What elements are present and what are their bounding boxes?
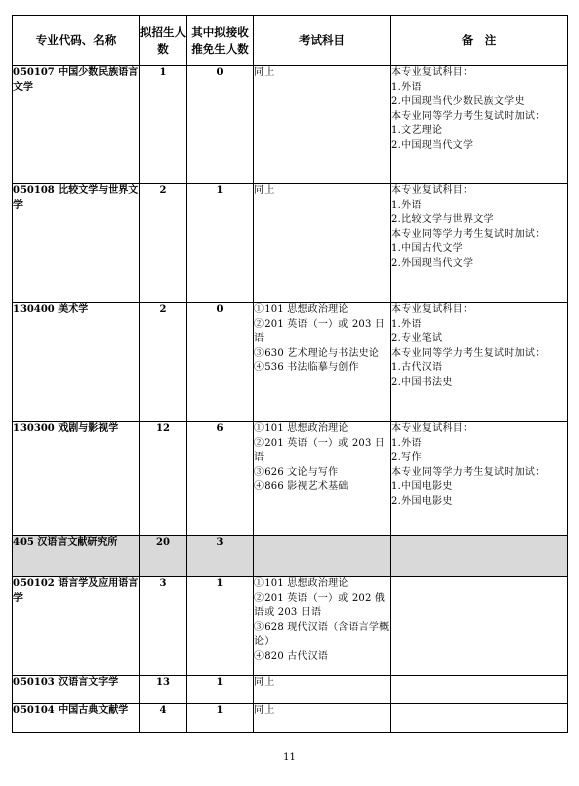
exam-subjects xyxy=(254,577,391,676)
note-line: 本专业复试科目： xyxy=(391,185,474,196)
note-line: 2.中国书法史 xyxy=(391,376,453,388)
enroll-count: 13 xyxy=(140,676,187,704)
exam-subjects xyxy=(254,704,391,733)
exam-subjects xyxy=(254,676,391,704)
exam-subject-line: ①101 思想政治理论 xyxy=(254,423,349,434)
notes-cell xyxy=(391,577,568,676)
note-line: 2.写作 xyxy=(391,452,422,464)
exam-subjects xyxy=(254,303,391,422)
note-line: 1.古代汉语 xyxy=(391,362,443,374)
notes-cell xyxy=(391,422,568,536)
table-row xyxy=(13,704,568,733)
table-body xyxy=(13,66,568,733)
exam-subject-line: 同上 xyxy=(254,67,275,78)
notes-cell xyxy=(391,303,568,422)
exam-subject-line: 同上 xyxy=(254,705,275,716)
exam-subject-line: ②201 英语（一）或 203 日语 xyxy=(254,318,386,345)
note-line: 本专业复试科目： xyxy=(391,304,474,315)
notes-cell xyxy=(391,184,568,303)
note-line: 本专业复试科目： xyxy=(391,423,474,434)
exam-subject-line: ①101 思想政治理论 xyxy=(254,578,349,589)
exam-subjects xyxy=(254,422,391,536)
exam-subjects xyxy=(254,536,391,577)
exam-subject-line: ③630 艺术理论与书法史论 xyxy=(254,347,380,359)
notes-cell xyxy=(391,66,568,184)
note-line: 1.外语 xyxy=(391,199,422,211)
notes-cell xyxy=(391,704,568,733)
program-name: 050102 语言学及应用语言学 xyxy=(13,577,140,676)
table-row xyxy=(13,577,568,676)
note-line: 2.中国现当代少数民族文学史 xyxy=(391,96,525,108)
exam-subject-line: ②201 英语（一）或 202 俄语或 203 日语 xyxy=(254,592,386,619)
header-enroll: 拟招生人数 xyxy=(140,16,187,66)
exam-subject-line: ④820 古代汉语 xyxy=(254,650,329,662)
table-row xyxy=(13,184,568,303)
exempt-count: 3 xyxy=(187,536,254,577)
exempt-count: 1 xyxy=(187,676,254,704)
enroll-count: 2 xyxy=(140,303,187,422)
note-line: 2.外国现当代文学 xyxy=(391,257,474,269)
exam-subjects xyxy=(254,66,391,184)
note-line: 1.中国古代文学 xyxy=(391,243,463,255)
exam-subject-line: ③626 文论与写作 xyxy=(254,466,339,478)
exempt-count: 0 xyxy=(187,66,254,184)
note-line: 2.专业笔试 xyxy=(391,333,443,345)
program-name: 050108 比较文学与世界文学 xyxy=(13,184,140,303)
table-row xyxy=(13,422,568,536)
exam-subject-line: 同上 xyxy=(254,677,275,688)
enrollment-table xyxy=(12,15,568,733)
table-row xyxy=(13,66,568,184)
note-line: 2.比较文学与世界文学 xyxy=(391,214,494,226)
note-line: 本专业同等学力考生复试时加试： xyxy=(391,228,546,240)
note-line: 1.外语 xyxy=(391,318,422,330)
exam-subject-line: ③628 现代汉语（含语言学概论） xyxy=(254,621,390,648)
note-line: 2.外国电影史 xyxy=(391,495,453,507)
header-program: 专业代码、名称 xyxy=(13,16,140,66)
exempt-count: 1 xyxy=(187,184,254,303)
program-name: 130300 戏剧与影视学 xyxy=(13,422,140,536)
page-number: 11 xyxy=(283,752,296,763)
header-notes: 备 注 xyxy=(391,16,568,66)
exam-subject-line: ④536 书法临摹与创作 xyxy=(254,362,359,374)
enroll-count: 3 xyxy=(140,577,187,676)
exam-subject-line: ④866 影视艺术基础 xyxy=(254,481,349,493)
enroll-count: 2 xyxy=(140,184,187,303)
notes-cell xyxy=(391,676,568,704)
program-name: 050107 中国少数民族语言文学 xyxy=(13,66,140,184)
header-exam: 考试科目 xyxy=(254,16,391,66)
enroll-count: 1 xyxy=(140,66,187,184)
table-row xyxy=(13,536,568,577)
table-row xyxy=(13,303,568,422)
note-line: 1.中国电影史 xyxy=(391,481,453,493)
note-line: 本专业复试科目： xyxy=(391,67,474,78)
exempt-count: 6 xyxy=(187,422,254,536)
exempt-count: 0 xyxy=(187,303,254,422)
note-line: 1.外语 xyxy=(391,81,422,93)
note-line: 1.外语 xyxy=(391,437,422,449)
exempt-count: 1 xyxy=(187,704,254,733)
enroll-count: 20 xyxy=(140,536,187,577)
program-name: 050103 汉语言文字学 xyxy=(13,676,140,704)
header-exempt: 其中拟接收推免生人数 xyxy=(187,16,254,66)
enroll-count: 4 xyxy=(140,704,187,733)
note-line: 2.中国现当代文学 xyxy=(391,139,474,151)
exempt-count: 1 xyxy=(187,577,254,676)
note-line: 本专业同等学力考生复试时加试： xyxy=(391,347,546,359)
program-name: 405 汉语言文献研究所 xyxy=(13,536,140,577)
table-row xyxy=(13,676,568,704)
note-line: 1.文艺理论 xyxy=(391,125,443,137)
exam-subject-line: 同上 xyxy=(254,185,275,196)
note-line: 本专业同等学力考生复试时加试： xyxy=(391,110,546,122)
exam-subject-line: ①101 思想政治理论 xyxy=(254,304,349,315)
enroll-count: 12 xyxy=(140,422,187,536)
notes-cell xyxy=(391,536,568,577)
exam-subject-line: ②201 英语（一）或 203 日语 xyxy=(254,437,386,464)
table-header-row xyxy=(13,16,568,66)
note-line: 本专业同等学力考生复试时加试： xyxy=(391,466,546,478)
exam-subjects xyxy=(254,184,391,303)
program-name: 130400 美术学 xyxy=(13,303,140,422)
program-name: 050104 中国古典文献学 xyxy=(13,704,140,733)
